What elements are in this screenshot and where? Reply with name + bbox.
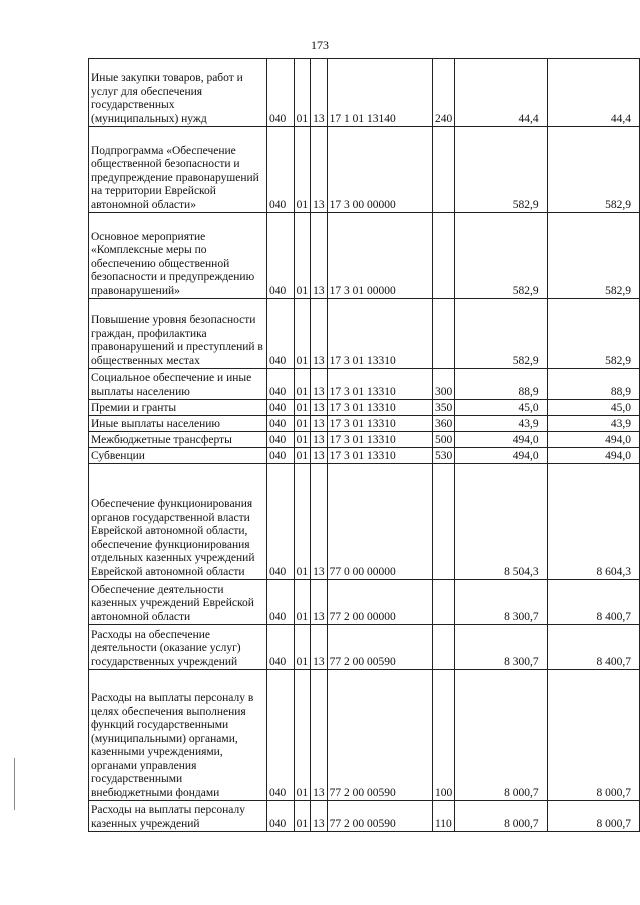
section-code: 01 (294, 448, 311, 464)
section-code: 01 (294, 670, 311, 801)
target-article-code: 17 3 01 13310 (327, 416, 432, 432)
ministry-code: 040 (267, 448, 295, 464)
amount-year-2: 88,9 (547, 369, 639, 400)
target-article-code: 17 3 01 00000 (327, 213, 432, 299)
ministry-code: 040 (267, 625, 295, 670)
amount-year-1: 8 000,7 (455, 801, 547, 832)
target-article-code: 17 3 01 13310 (327, 369, 432, 400)
expense-type-code: 530 (432, 448, 454, 464)
expense-type-code (432, 625, 454, 670)
target-article-code: 77 2 00 00590 (327, 670, 432, 801)
section-code: 01 (294, 59, 311, 127)
target-article-code: 77 2 00 00590 (327, 625, 432, 670)
amount-year-1: 43,9 (455, 416, 547, 432)
amount-year-1: 88,9 (455, 369, 547, 400)
subsection-code: 13 (311, 670, 328, 801)
table-row (89, 369, 640, 400)
section-code: 01 (294, 299, 311, 369)
amount-year-2: 44,4 (547, 59, 639, 127)
expense-type-code: 500 (432, 432, 454, 448)
amount-year-2: 582,9 (547, 299, 639, 369)
ministry-code: 040 (267, 369, 295, 400)
amount-year-1: 582,9 (455, 213, 547, 299)
amount-year-1: 8 300,7 (455, 625, 547, 670)
section-code: 01 (294, 127, 311, 213)
table-row (89, 801, 640, 832)
amount-year-2: 8 400,7 (547, 625, 639, 670)
row-name: Межбюджетные трансферты (89, 432, 267, 448)
row-name: Расходы на выплаты персоналу в целях обеспечения выполнения функций государственными (муниципальными) органами, казенными учреждениями, органами управления государственными внебюджетными фондами (89, 670, 267, 801)
expense-type-code (432, 464, 454, 580)
section-code: 01 (294, 416, 311, 432)
table-row (89, 625, 640, 670)
row-name: Обеспечение функционирования органов государственной власти Еврейской автономной области, обеспечение функционирования отдельных казенных учреждений Еврейской автономной области (89, 464, 267, 580)
section-code: 01 (294, 801, 311, 832)
section-code: 01 (294, 432, 311, 448)
expense-type-code (432, 127, 454, 213)
amount-year-1: 582,9 (455, 127, 547, 213)
expense-type-code: 360 (432, 416, 454, 432)
amount-year-1: 494,0 (455, 432, 547, 448)
target-article-code: 77 2 00 00590 (327, 801, 432, 832)
target-article-code: 17 3 00 00000 (327, 127, 432, 213)
table-row (89, 580, 640, 625)
subsection-code: 13 (311, 299, 328, 369)
amount-year-2: 8 604,3 (547, 464, 639, 580)
subsection-code: 13 (311, 801, 328, 832)
budget-table (88, 58, 640, 832)
target-article-code: 17 3 01 13310 (327, 448, 432, 464)
amount-year-2: 8 000,7 (547, 670, 639, 801)
amount-year-2: 494,0 (547, 448, 639, 464)
amount-year-2: 8 000,7 (547, 801, 639, 832)
table-row (89, 416, 640, 432)
table-row (89, 299, 640, 369)
expense-type-code (432, 213, 454, 299)
amount-year-1: 45,0 (455, 400, 547, 416)
amount-year-1: 494,0 (455, 448, 547, 464)
expense-type-code (432, 299, 454, 369)
ministry-code: 040 (267, 213, 295, 299)
ministry-code: 040 (267, 59, 295, 127)
table-row (89, 127, 640, 213)
expense-type-code: 240 (432, 59, 454, 127)
section-code: 01 (294, 400, 311, 416)
subsection-code: 13 (311, 369, 328, 400)
expense-type-code: 100 (432, 670, 454, 801)
amount-year-2: 494,0 (547, 432, 639, 448)
target-article-code: 17 3 01 13310 (327, 400, 432, 416)
target-article-code: 77 2 00 00000 (327, 580, 432, 625)
row-name: Основное мероприятие «Комплексные меры по обеспечению общественной безопасности и предупреждению правонарушений» (89, 213, 267, 299)
subsection-code: 13 (311, 213, 328, 299)
section-code: 01 (294, 464, 311, 580)
amount-year-2: 582,9 (547, 213, 639, 299)
amount-year-2: 45,0 (547, 400, 639, 416)
amount-year-1: 44,4 (455, 59, 547, 127)
section-code: 01 (294, 369, 311, 400)
table-row (89, 400, 640, 416)
amount-year-2: 582,9 (547, 127, 639, 213)
ministry-code: 040 (267, 801, 295, 832)
scan-mark (14, 758, 15, 810)
amount-year-2: 8 400,7 (547, 580, 639, 625)
row-name: Подпрограмма «Обеспечение общественной безопасности и предупреждение правонарушений на территории Еврейской автономной области» (89, 127, 267, 213)
subsection-code: 13 (311, 127, 328, 213)
section-code: 01 (294, 213, 311, 299)
row-name: Расходы на обеспечение деятельности (оказание услуг) государственных учреждений (89, 625, 267, 670)
section-code: 01 (294, 580, 311, 625)
expense-type-code: 110 (432, 801, 454, 832)
subsection-code: 13 (311, 59, 328, 127)
row-name: Иные закупки товаров, работ и услуг для обеспечения государственных (муниципальных) нужд (89, 59, 267, 127)
section-code: 01 (294, 625, 311, 670)
row-name: Социальное обеспечение и иные выплаты населению (89, 369, 267, 400)
table-row (89, 213, 640, 299)
table-body (89, 59, 640, 832)
target-article-code: 17 3 01 13310 (327, 432, 432, 448)
row-name: Субвенции (89, 448, 267, 464)
expense-type-code: 300 (432, 369, 454, 400)
ministry-code: 040 (267, 580, 295, 625)
table-row (89, 59, 640, 127)
ministry-code: 040 (267, 670, 295, 801)
ministry-code: 040 (267, 432, 295, 448)
target-article-code: 17 3 01 13310 (327, 299, 432, 369)
expense-type-code: 350 (432, 400, 454, 416)
ministry-code: 040 (267, 400, 295, 416)
subsection-code: 13 (311, 625, 328, 670)
row-name: Премии и гранты (89, 400, 267, 416)
ministry-code: 040 (267, 299, 295, 369)
ministry-code: 040 (267, 464, 295, 580)
table-row (89, 432, 640, 448)
ministry-code: 040 (267, 416, 295, 432)
subsection-code: 13 (311, 448, 328, 464)
table-row (89, 448, 640, 464)
amount-year-1: 582,9 (455, 299, 547, 369)
amount-year-1: 8 000,7 (455, 670, 547, 801)
row-name: Обеспечение деятельности казенных учреждений Еврейской автономной области (89, 580, 267, 625)
amount-year-2: 43,9 (547, 416, 639, 432)
subsection-code: 13 (311, 580, 328, 625)
row-name: Иные выплаты населению (89, 416, 267, 432)
subsection-code: 13 (311, 400, 328, 416)
row-name: Повышение уровня безопасности граждан, профилактика правонарушений и преступлений в общественных местах (89, 299, 267, 369)
expense-type-code (432, 580, 454, 625)
page-number: 173 (311, 38, 329, 52)
subsection-code: 13 (311, 432, 328, 448)
subsection-code: 13 (311, 416, 328, 432)
table-row (89, 670, 640, 801)
row-name: Расходы на выплаты персоналу казенных учреждений (89, 801, 267, 832)
subsection-code: 13 (311, 464, 328, 580)
target-article-code: 17 1 01 13140 (327, 59, 432, 127)
table-row (89, 464, 640, 580)
target-article-code: 77 0 00 00000 (327, 464, 432, 580)
ministry-code: 040 (267, 127, 295, 213)
amount-year-1: 8 300,7 (455, 580, 547, 625)
amount-year-1: 8 504,3 (455, 464, 547, 580)
